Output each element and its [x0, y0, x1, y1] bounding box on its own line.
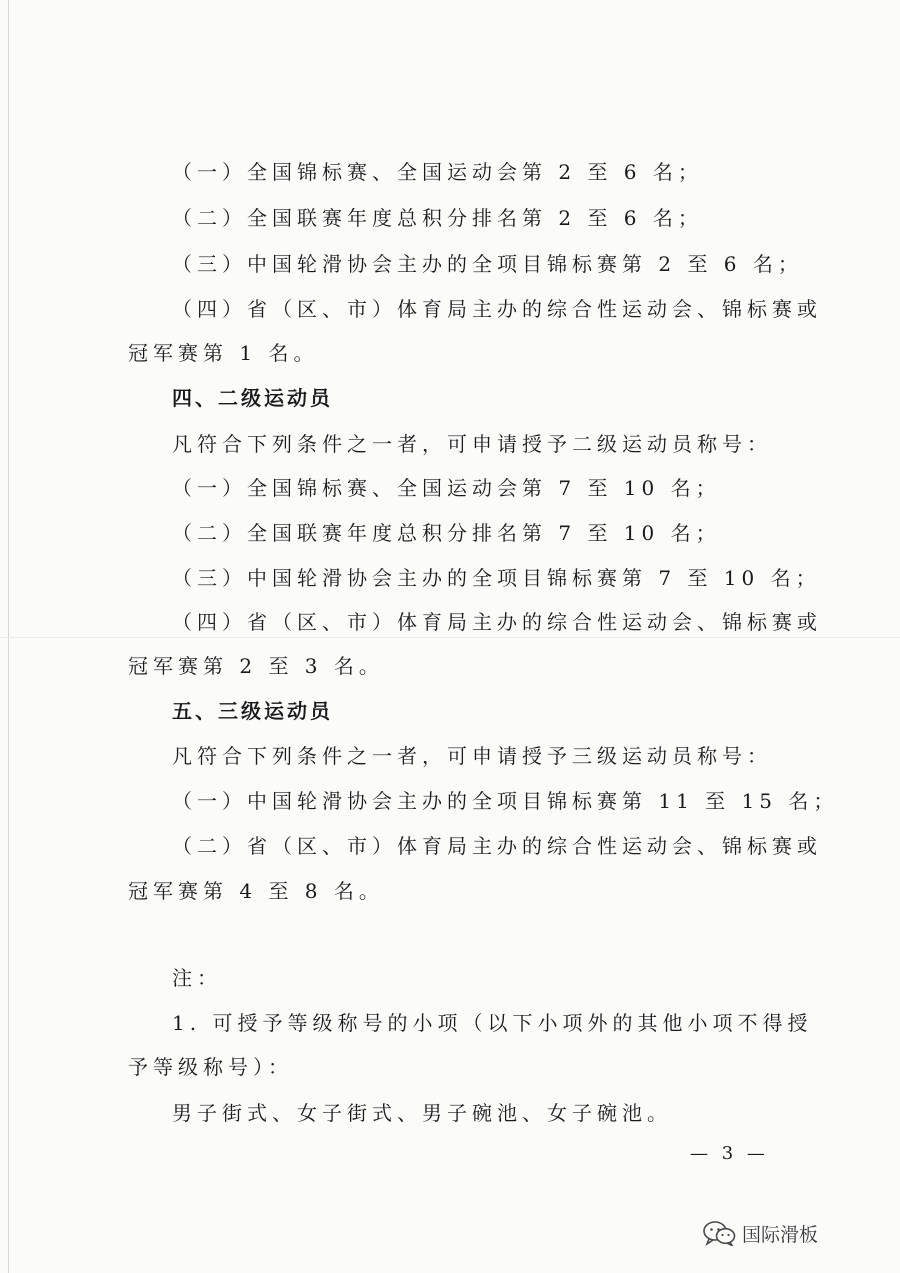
section-four-heading: 四、二级运动员 [172, 386, 333, 410]
section-three-item-3: （三）中国轮滑协会主办的全项目锦标赛第 2 至 6 名； [172, 252, 803, 276]
section-four-item-4: （四）省（区、市）体育局主办的综合性运动会、锦标赛或 [172, 610, 822, 634]
section-five-item-1: （一）中国轮滑协会主办的全项目锦标赛第 11 至 15 名； [172, 789, 839, 813]
section-four-item-2: （二）全国联赛年度总积分排名第 7 至 10 名； [172, 521, 721, 545]
section-four-item-1: （一）全国锦标赛、全国运动会第 7 至 10 名； [172, 476, 721, 500]
section-three-item-4-cont: 冠军赛第 1 名。 [128, 341, 319, 365]
watermark [702, 1218, 818, 1248]
watermark-text: 国际滑板 [742, 1223, 819, 1246]
notes-label: 注： [172, 966, 222, 990]
note-1-events: 男子街式、女子街式、男子碗池、女子碗池。 [172, 1101, 672, 1125]
section-five-item-2: （二）省（区、市）体育局主办的综合性运动会、锦标赛或 [172, 834, 822, 858]
section-three-item-2: （二）全国联赛年度总积分排名第 2 至 6 名； [172, 206, 703, 230]
note-1-line-2: 予等级称号）： [128, 1055, 293, 1079]
note-1-line-1: 1. 可授予等级称号的小项（以下小项外的其他小项不得授 [172, 1011, 813, 1035]
section-five-heading: 五、三级运动员 [172, 699, 333, 723]
section-three-item-1: （一）全国锦标赛、全国运动会第 2 至 6 名； [172, 160, 703, 184]
page-number: — 3 — [690, 1143, 769, 1164]
wechat-icon [702, 1220, 736, 1246]
section-five-intro: 凡符合下列条件之一者，可申请授予三级运动员称号： [172, 744, 772, 768]
scan-fold-line [0, 637, 900, 638]
section-five-item-2-cont: 冠军赛第 4 至 8 名。 [128, 879, 384, 903]
section-four-intro: 凡符合下列条件之一者，可申请授予二级运动员称号： [172, 432, 772, 456]
section-four-item-4-cont: 冠军赛第 2 至 3 名。 [128, 654, 384, 678]
section-three-item-4: （四）省（区、市）体育局主办的综合性运动会、锦标赛或 [172, 297, 822, 321]
section-four-item-3: （三）中国轮滑协会主办的全项目锦标赛第 7 至 10 名； [172, 566, 821, 590]
